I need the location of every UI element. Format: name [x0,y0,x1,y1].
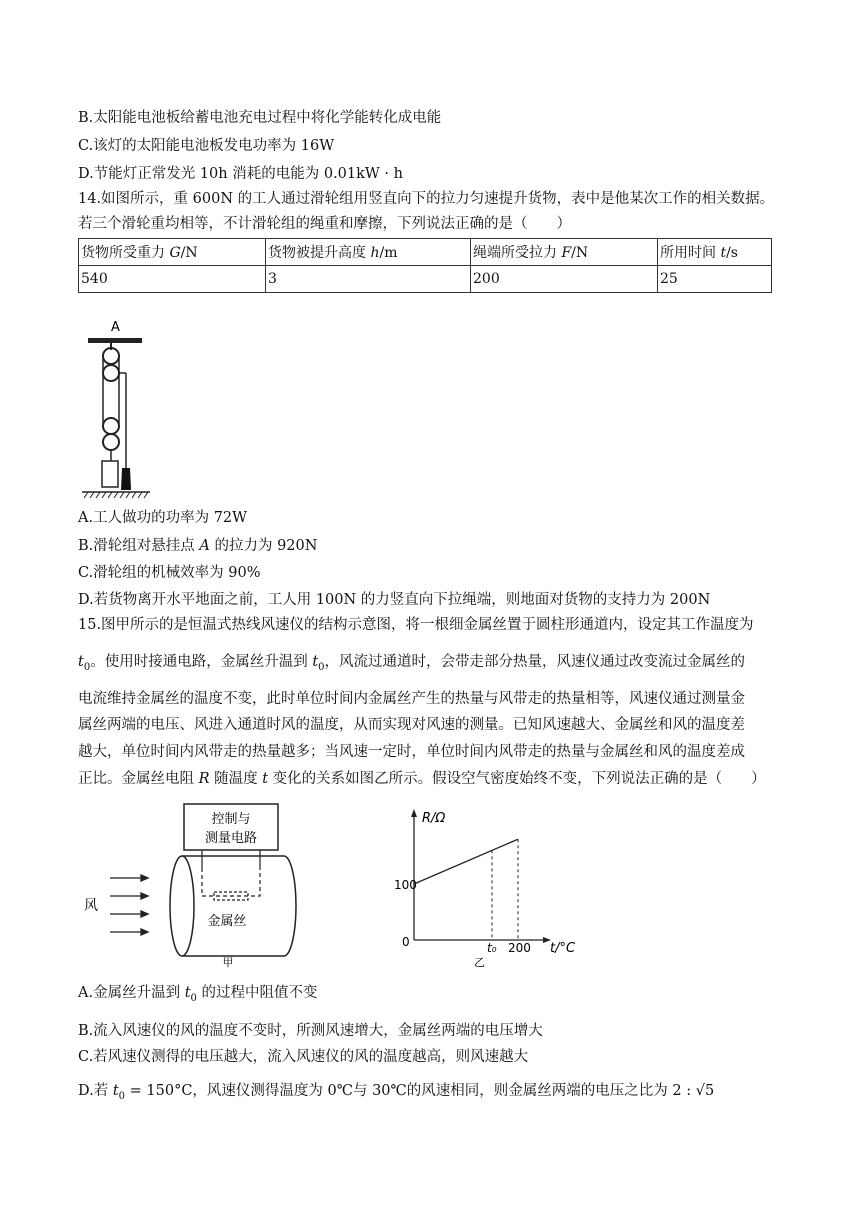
q13-option-c: C.该灯的太阳能电池板发电功率为 16W [78,138,335,154]
movable-pulley [103,418,119,434]
value-cell-force: 200 [471,266,658,293]
wind-arrows [110,875,148,935]
wind-meter-diagram [78,796,308,972]
figure-jia-caption: 甲 [222,956,234,969]
fixed-pulley-bottom [103,365,119,381]
q14-data-table [78,238,772,293]
q15-option-a: A.金属丝升温到 $t_0$ 的过程中阻值不变 [78,985,318,1004]
header-cell-time: 所用时间 t/s [658,239,772,266]
q14-option-a: A.工人做功的功率为 72W [78,510,248,526]
value-cell-height: 3 [266,266,471,293]
origin-label: 0 [402,935,410,949]
value-cell-time: 25 [658,266,772,293]
ceiling-beam [88,338,142,343]
metal-wire-label: 金属丝 [207,914,247,929]
x-tick-t0: t₀ [487,941,497,955]
y-axis-label: R/Ω [422,811,446,826]
header-cell-height: 货物被提升高度 h/m [266,239,471,266]
q14-option-c: C.滑轮组的机械效率为 90% [78,565,261,581]
value-cell-weight: 540 [79,266,266,293]
control-box-line1: 控制与 [211,812,251,827]
pulley-figure [78,318,158,502]
q14-stem-line1: 14.如图所示，重 600N 的工人通过滑轮组用竖直向下的拉力匀速提升货物，表中是他某次工作的相关数据。 [78,191,775,207]
q13-option-d [78,164,403,184]
q14-option-d: D.若货物离开水平地面之前，工人用 100N 的力竖直向下拉绳端，则地面对货物的支持力为 200N [78,592,711,608]
x-tick-200: 200 [508,941,531,955]
q14-option-b: B.滑轮组对悬挂点 A 的拉力为 920N [78,538,318,554]
table-row [79,266,772,293]
table-header-row [79,239,772,266]
q13-option-d-value: 0.01kW · h [323,166,403,182]
q15-stem-line4: 属丝两端的电压、风进入通道时风的温度，从而实现对风速的测量。已知风速越大、金属丝和风的温度差 [78,717,745,733]
resistance-line [414,839,518,884]
wind-label: 风 [84,898,98,914]
q15-option-c: C.若风速仪测得的电压越大，流入风速仪的风的温度越高，则风速越大 [78,1049,529,1065]
figure-yi-caption: 乙 [474,956,485,969]
movable-pulley-2 [103,434,119,450]
x-axis-label: t/°C [550,941,576,956]
control-box-line2: 测量电路 [204,831,258,846]
worker-figure [121,468,131,490]
q15-stem-line3: 电流维持金属丝的温度不变，此时单位时间内金属丝产生的热量与风带走的热量相等，风速仪通过测量金 [78,691,745,707]
q15-option-d: D.若 $t_0 = 150^\circ C$，风速仪测得温度为 0℃与 30℃的风速相同，则金属丝两端的电压之比为 2 : √5 [78,1083,715,1102]
q13-option-d-text: D.节能灯正常发光 10h 消耗的电能为 [78,166,324,182]
resistance-temperature-chart [392,806,596,970]
q15-stem-line5: 越大，单位时间内风带走的热量越多；当风速一定时，单位时间内风带走的热量与金属丝和风的温度差成 [78,744,745,760]
q15-stem-line6: 正比。金属丝电阻 R 随温度 t 变化的关系如图乙所示。假设空气密度始终不变，下列说法正确的是（ ） [78,771,766,787]
header-cell-weight: 货物所受重力 G/N [79,239,266,266]
cargo-box [102,461,118,487]
channel-cylinder [182,856,284,956]
header-cell-force: 绳端所受拉力 F/N [471,239,658,266]
q14-stem-line2: 若三个滑轮重均相等，不计滑轮组的绳重和摩擦，下列说法正确的是（ ） [78,216,571,232]
channel-inlet [170,856,194,956]
q15-stem-line2: $t_0$。使用时接通电路，金属丝升温到 $t_0$，风流过通道时，会带走部分热量，风速仪通过改变流过金属丝的 [78,654,746,673]
q13-option-b: B.太阳能电池板给蓄电池充电过程中将化学能转化成电能 [78,110,442,126]
fixed-pulley-top [103,348,119,364]
q15-stem-line1: 15.图甲所示的是恒温式热线风速仪的结构示意图，将一根细金属丝置于圆柱形通道内，设定其工作温度为 [78,617,754,633]
y-tick-100: 100 [394,878,417,892]
point-a-label: A [111,320,120,335]
q15-option-b: B.流入风速仪的风的温度不变时，所测风速增大，金属丝两端的电压增大 [78,1023,543,1039]
